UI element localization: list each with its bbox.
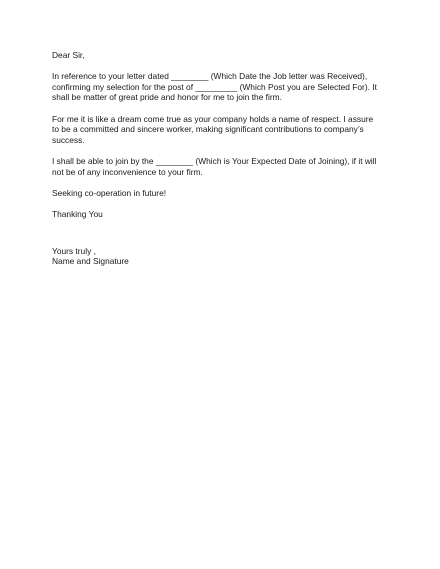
paragraph-line: not be of any inconvenience to your firm. [52,166,203,177]
paragraph-line: confirming my selection for the post of _________ (Which Post you are Selected For). It [52,81,377,92]
cooperation-line: Seeking co-operation in future! [52,187,167,198]
paragraph-commitment [52,114,392,146]
spacer [52,177,392,188]
thanks-line: Thanking You [52,208,103,219]
paragraph-line: to be a committed and sincere worker, making significant contributions to company’s [52,124,364,135]
salutation: Dear Sir, [52,50,85,60]
spacer [52,145,392,156]
spacer [52,220,392,246]
paragraph-line: For me it is like a dream come true as your company holds a name of respect. I assure [52,113,374,124]
paragraph-letter-reference [52,71,392,103]
paragraph-line: In reference to your letter dated ________ (Which Date the Job letter was Received), [52,71,368,82]
letter-body [52,50,392,267]
paragraph-line: shall be matter of great pride and honor for me to join the firm. [52,92,282,103]
paragraph-line: success. [52,134,85,145]
signature-line: Name and Signature [52,256,129,267]
paragraph-joining-date [52,156,392,177]
spacer [52,198,392,209]
spacer [52,103,392,114]
paragraph-line: I shall be able to join by the ________ (Which is Your Expected Date of Joining), if it will [52,155,377,166]
closing-line: Yours truly , [52,245,96,256]
spacer [52,61,392,72]
